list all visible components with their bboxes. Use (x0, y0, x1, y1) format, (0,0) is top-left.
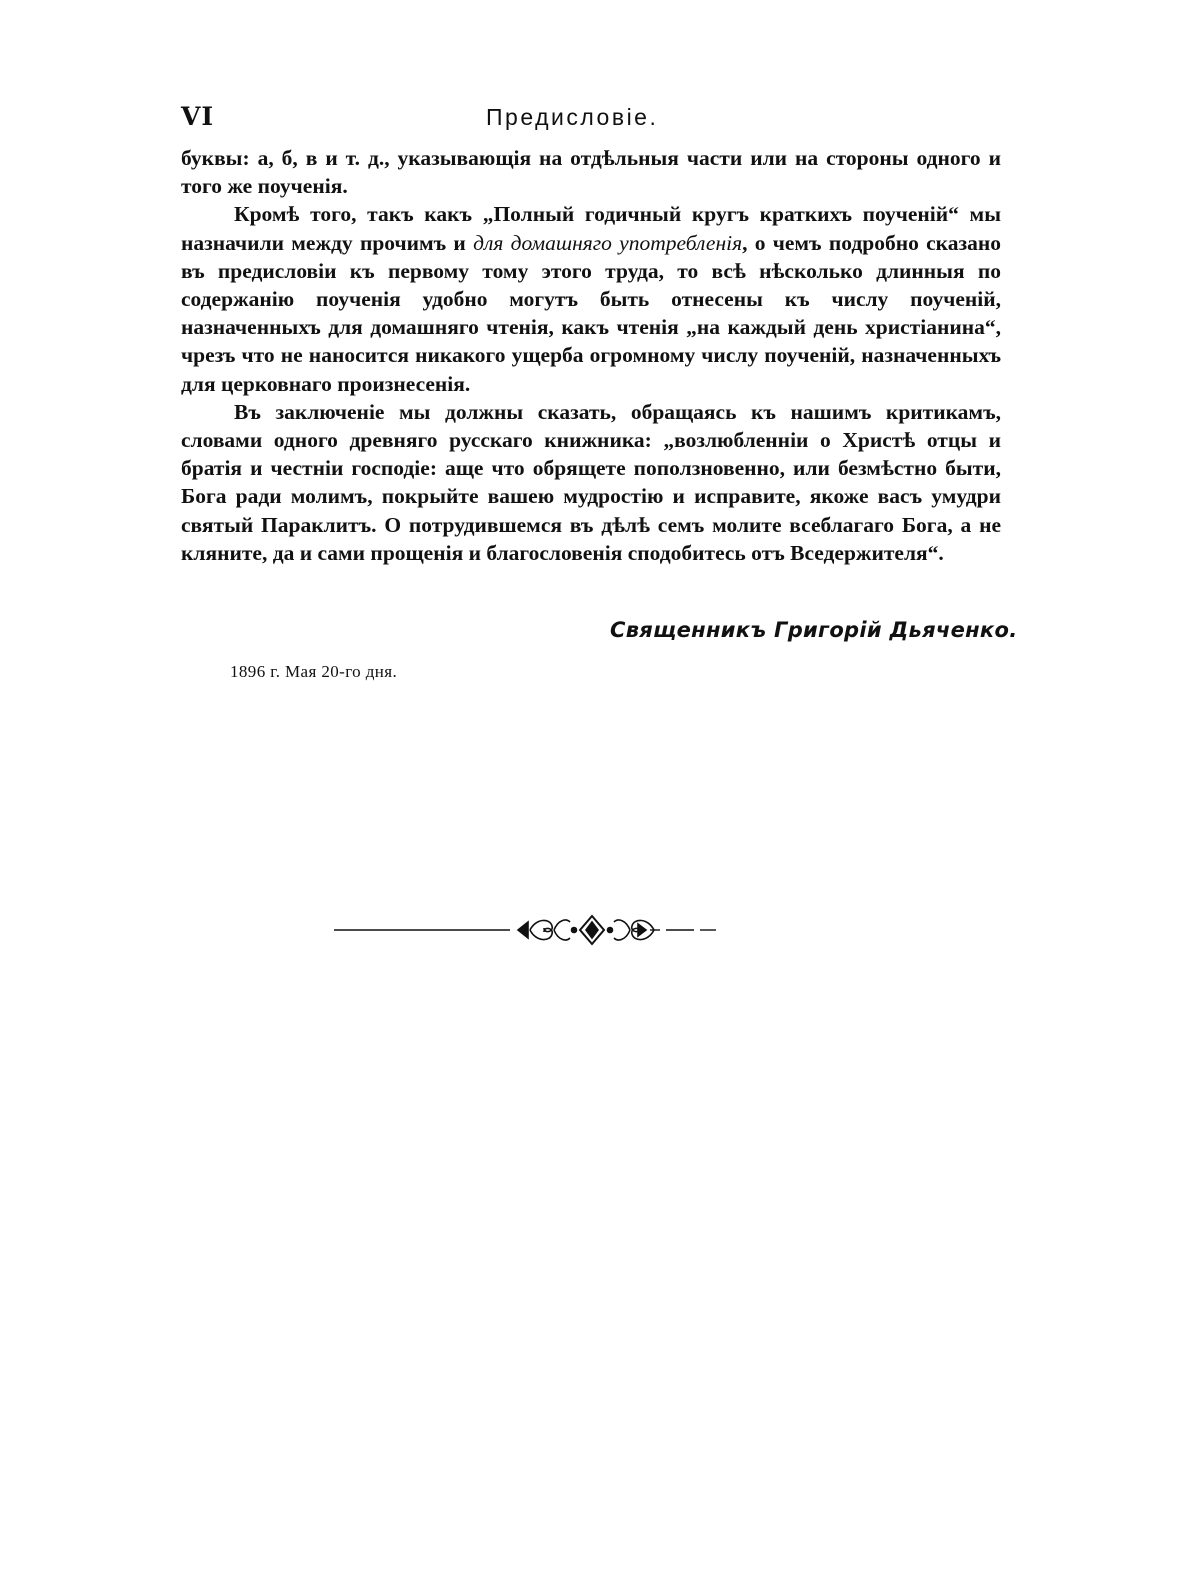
paragraph-usage-part1: Кромѣ того, такъ какъ „Полный годичный кругъ краткихъ поученій“ мы назначили между прочимъ и (181, 202, 1001, 255)
running-title: Предисловіе. (486, 104, 659, 130)
author-signature: Священникъ Григорій Дьяченко. (610, 618, 1018, 642)
paragraph-usage-italic: для домашняго употребленія (473, 230, 743, 255)
page-number: VI (181, 102, 215, 131)
date-line: 1896 г. Мая 20-го дня. (230, 662, 398, 681)
paragraph-conclusion: Въ заключеніе мы должны сказать, обращаясь къ нашимъ критикамъ, словами одного древняго русскаго книжника: „возлюбленніи о Христѣ отцы и братія и честніи господіе: аще что обрящете поползновенно, или безмѣстно быти, Бога ради молимъ, покрыйте вашею мудростію и исправите, якоже васъ умудри святый Параклитъ. О потрудившемся въ дѣлѣ семъ молите всеблагаго Бога, а не кляните, да и сами прощенія и благословенія сподобитесь отъ Вседержителя“. (181, 399, 1001, 565)
body-text (181, 144, 1001, 567)
paragraph-usage-part2: , о чемъ подробно сказано въ предисловіи къ первому тому этого труда, то всѣ нѣсколько длинныя по содержанію поученія удобно могутъ быть отнесены къ числу поученій, назначенныхъ для домашняго чтенія, какъ чтенія „на каждый день христіанина“, чрезъ что не наносится никакого ущерба огромному числу поученій, назначенныхъ для церковнаго произнесенія. (181, 230, 1001, 396)
paragraph-continuation: буквы: а, б, в и т. д., указывающія на отдѣльныя части или на стороны одного и того же поученія. (181, 146, 1001, 199)
scroll-vignette-icon (330, 908, 730, 952)
paragraph-usage-note (181, 200, 1001, 397)
page-header (181, 102, 1001, 136)
